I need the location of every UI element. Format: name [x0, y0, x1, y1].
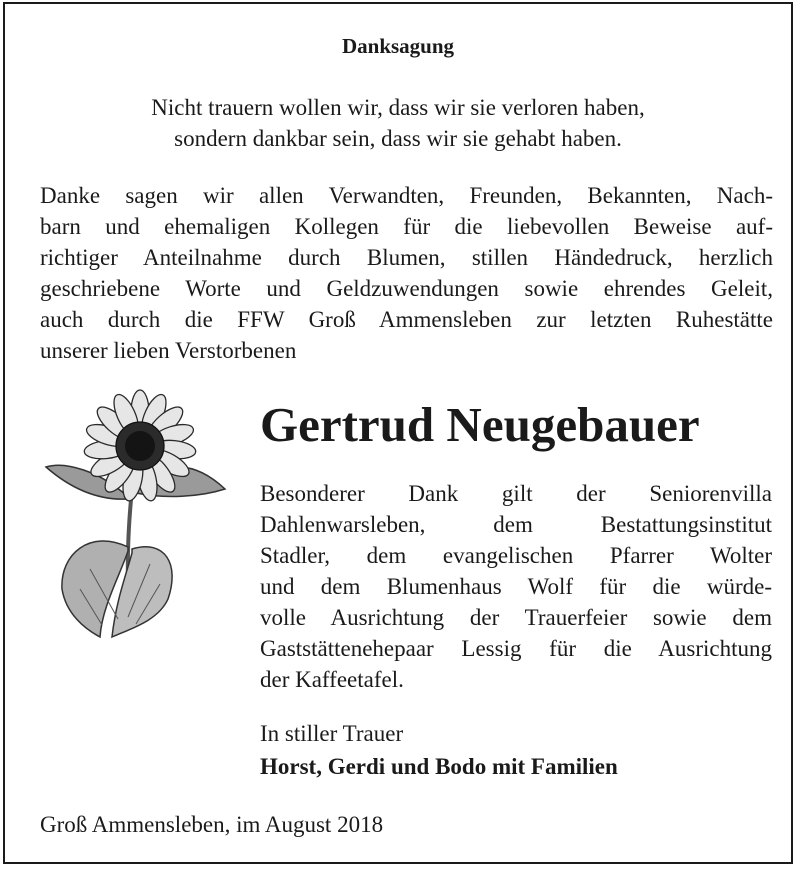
special-thanks-line: Dahlenwarsleben, dem Bestattungsinstitut: [260, 512, 772, 537]
sunflower-icon: [40, 389, 240, 639]
thanks-line: auch durch die FFW Groß Ammensleben zur letzten Ruhestätte: [40, 307, 773, 332]
thanks-line: richtiger Anteilnahme durch Blumen, stillen Händedruck, herzlich: [40, 245, 773, 270]
motto-quote: [5, 92, 791, 154]
deceased-name: Gertrud Neugebauer: [260, 397, 700, 452]
special-thanks-line: Besonderer Dank gilt der Seniorenvilla: [260, 481, 772, 506]
notice-heading: Danksagung: [341, 34, 455, 58]
thanks-line: Danke sagen wir allen Verwandten, Freunden, Bekannten, Nach-: [40, 183, 773, 208]
thanks-paragraph: [40, 180, 773, 366]
special-thanks-line: und dem Blumenhaus Wolf für die würde-: [260, 574, 772, 599]
thanks-line: unserer lieben Verstorbenen: [40, 338, 297, 363]
thanks-line: geschriebene Worte und Geldzuwendungen sowie ehrendes Geleit,: [40, 276, 773, 301]
special-thanks-line: volle Ausrichtung der Trauerfeier sowie dem: [260, 605, 772, 630]
motto-line: sondern dankbar sein, dass wir sie gehabt haben.: [174, 126, 622, 151]
special-thanks-line: Stadler, dem evangelischen Pfarrer Wolter: [260, 543, 772, 568]
thanks-line: barn und ehemaligen Kollegen für die liebevollen Beweise auf-: [40, 214, 773, 239]
obituary-notice: [3, 2, 793, 864]
mourning-phrase: In stiller Trauer: [260, 721, 404, 746]
special-thanks-paragraph: [260, 478, 772, 695]
family-signature: Horst, Gerdi und Bodo mit Familien: [260, 754, 618, 779]
place-date: Groß Ammensleben, im August 2018: [40, 812, 384, 837]
special-thanks-line: der Kaffeetafel.: [260, 667, 404, 692]
motto-line: Nicht trauern wollen wir, dass wir sie verloren haben,: [151, 95, 645, 120]
special-thanks-line: Gaststättenehepaar Lessig für die Ausrichtung: [260, 636, 772, 661]
